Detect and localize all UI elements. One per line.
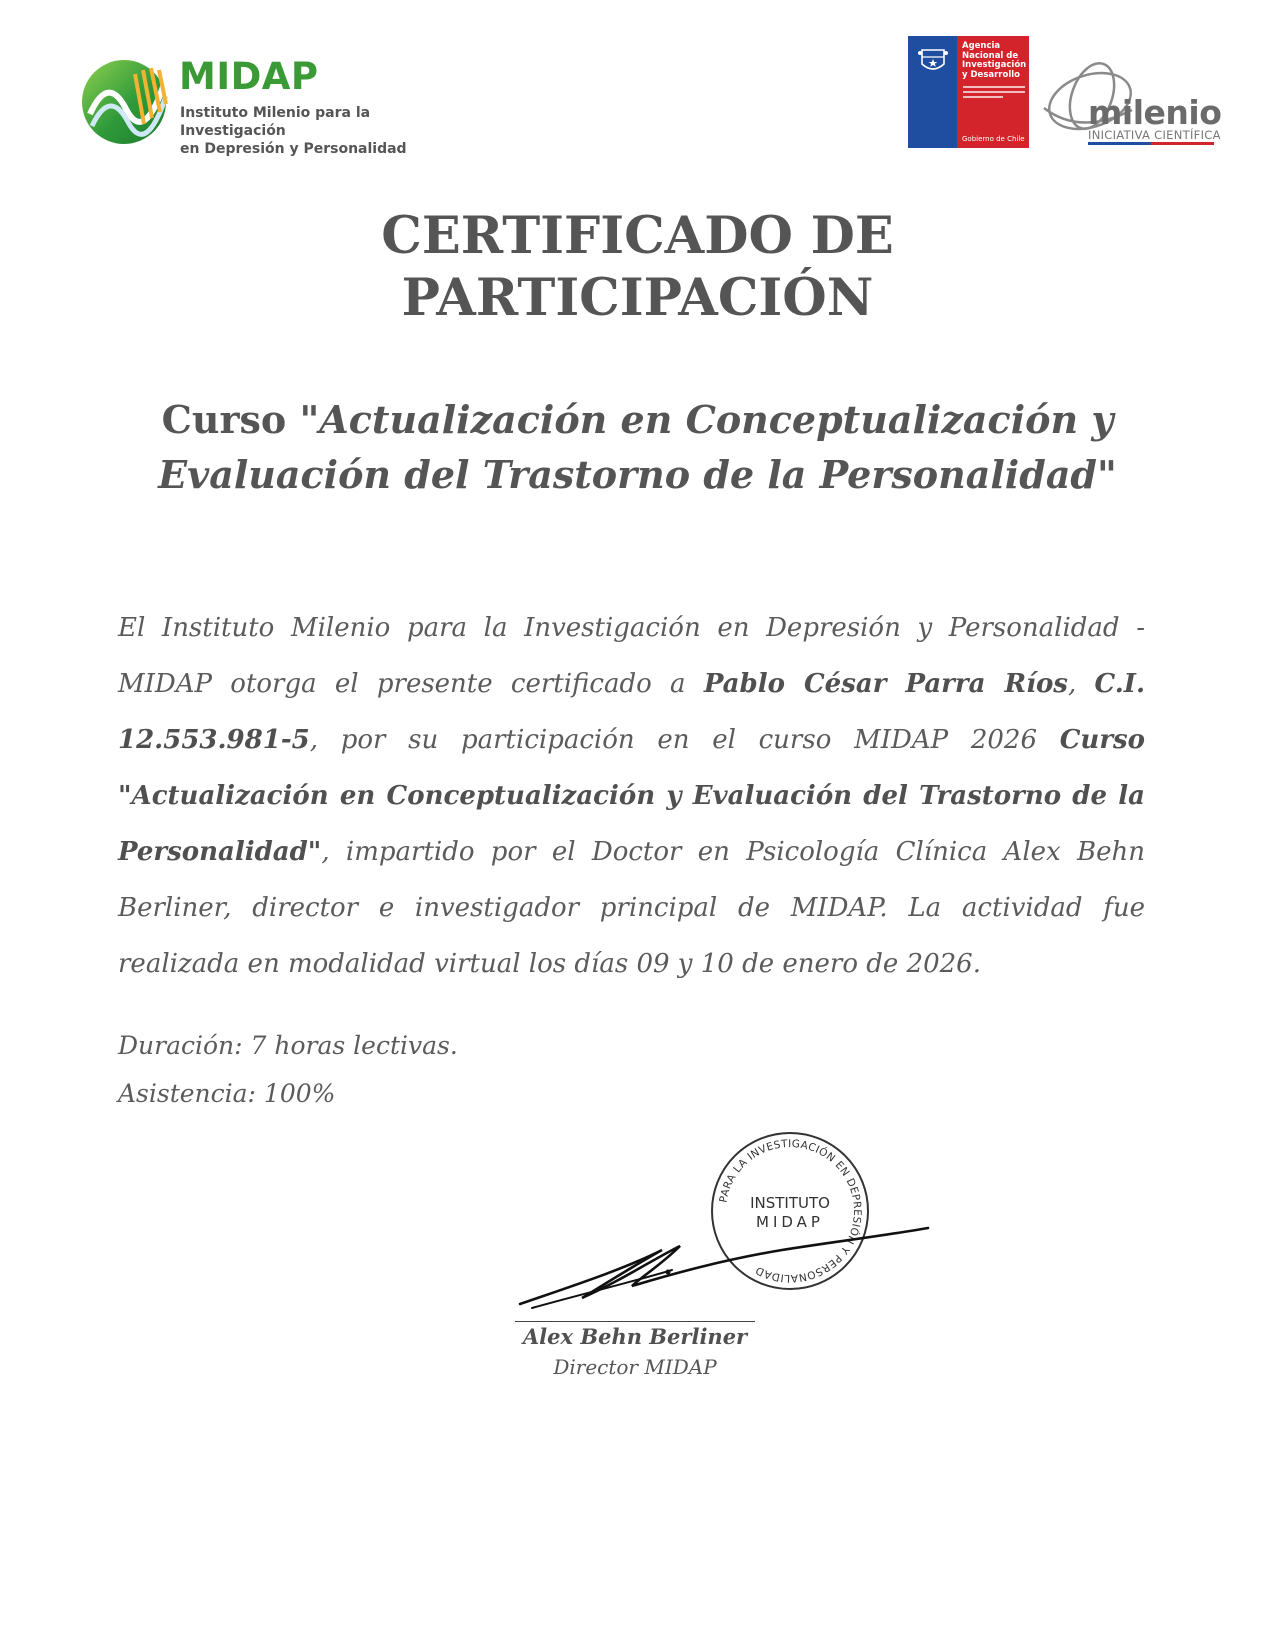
agency-line3: Investigación <box>962 60 1027 70</box>
recipient-id: C.I. 12.553.981-5 <box>118 669 1146 755</box>
gob-small-print-3 <box>963 96 1003 98</box>
signatory-role: Director MIDAP <box>553 1355 717 1379</box>
course-title-line1: Actualización en Conceptualización y <box>319 397 1114 442</box>
milenio-logo-subtitle: INICIATIVA CIENTÍFICA <box>1088 128 1221 142</box>
midap-logo-mark-icon <box>80 54 175 149</box>
anid-gobierno-logo <box>908 36 1029 148</box>
certificate-body <box>118 600 1145 992</box>
title-line1: CERTIFICADO DE <box>381 206 894 266</box>
stamp-ring-text: PARA LA INVESTIGACIÓN EN DEPRESIÓN Y PERSONALIDAD <box>717 1137 864 1285</box>
signatory-name: Alex Behn Berliner <box>522 1324 748 1349</box>
stamp-center-line1: INSTITUTO <box>750 1194 830 1212</box>
midap-logo <box>80 54 460 157</box>
chile-coat-of-arms-icon <box>916 44 950 78</box>
course-name-bold: Curso "Actualización en Conceptualización y Evaluación del Trastorno de la Personalidad" <box>118 725 1145 867</box>
certificate-title <box>0 205 1275 329</box>
body-closing: , impartido por el Doctor en Psicología Clínica Alex Behn Berliner, director e investigador principal de MIDAP. La actividad fue realizada en modalidad virtual los días 09 y 10 de enero de 2026. <box>118 837 1145 979</box>
duration-text: Duración: 7 horas lectivas. <box>118 1031 458 1060</box>
course-meta <box>118 1022 458 1118</box>
course-suffix: " <box>1097 452 1117 497</box>
course-title-line2: Evaluación del Trastorno de la Personalidad <box>158 452 1098 497</box>
course-heading-line2 <box>90 447 1185 502</box>
midap-logo-subtitle <box>180 104 460 158</box>
course-prefix: Curso " <box>161 397 320 442</box>
stamp-center-line2: MIDAP <box>756 1213 824 1231</box>
gob-small-print-1 <box>963 86 1025 88</box>
gob-small-print-2 <box>963 91 1025 93</box>
milenio-logo-name: milenio <box>1088 93 1222 132</box>
body-intro: El Instituto Milenio para la Investigación en Depresión y Personalidad - MIDAP otorga el presente certificado a <box>118 613 1145 699</box>
title-line2: PARTICIPACIÓN <box>401 268 874 328</box>
milenio-flag-bar <box>1088 142 1214 145</box>
handwritten-signature <box>512 1190 932 1320</box>
recipient-name: Pablo César Parra Ríos <box>703 669 1068 699</box>
agency-line4: y Desarrollo <box>962 69 1021 80</box>
midap-subtitle-line1: Instituto Milenio para la Investigación <box>180 105 371 139</box>
body-separator: , <box>1067 669 1095 699</box>
course-heading-line1 <box>90 392 1185 447</box>
milenio-logo <box>1040 56 1220 146</box>
agency-line1: Agencia <box>962 41 1001 51</box>
body-middle: , por su participación en el curso MIDAP 2026 <box>309 725 1060 755</box>
midap-logo-name: MIDAP <box>179 55 319 98</box>
gob-blue-band <box>908 36 957 148</box>
anid-agency-name <box>962 42 1028 80</box>
agency-line2: Nacional de <box>962 50 1019 61</box>
midap-subtitle-line2: en Depresión y Personalidad <box>180 141 407 157</box>
gobierno-de-chile-label: Gobierno de Chile <box>962 135 1025 143</box>
attendance-text: Asistencia: 100% <box>118 1079 336 1108</box>
course-heading <box>90 392 1185 502</box>
